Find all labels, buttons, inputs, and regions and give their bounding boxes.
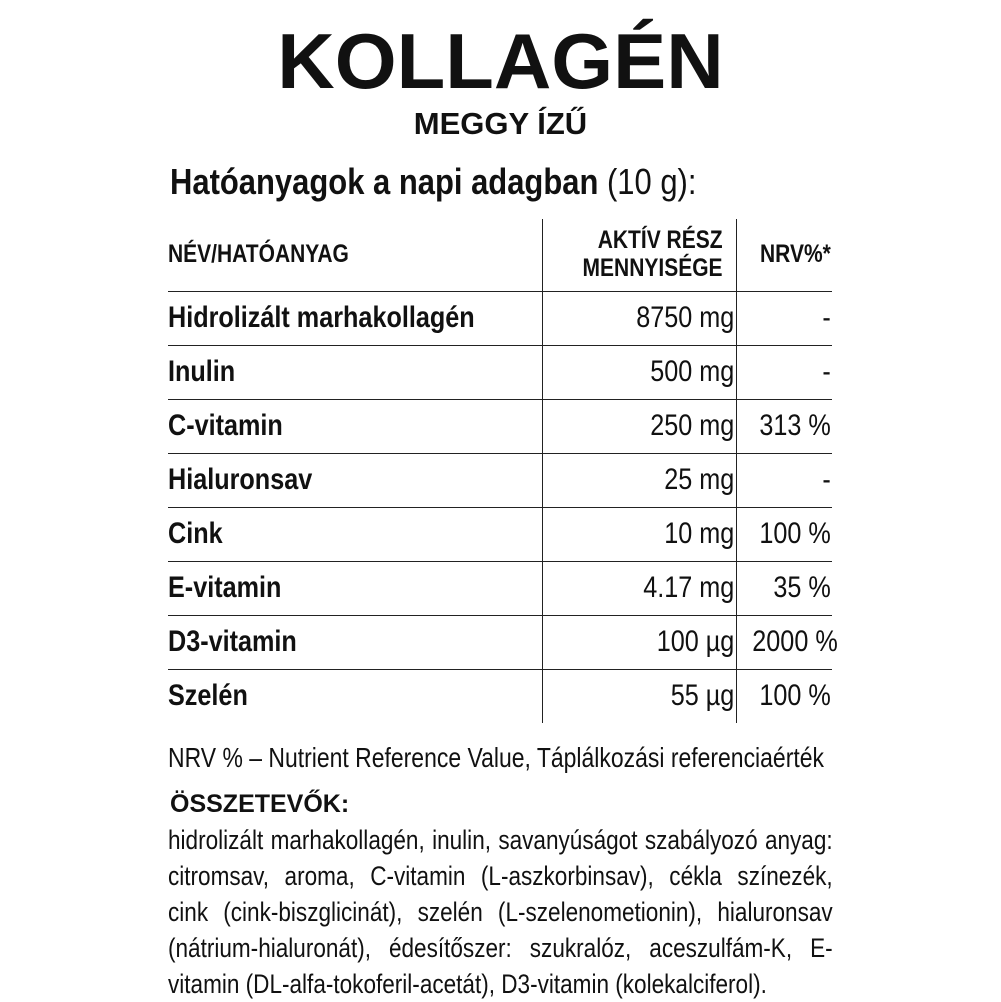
active-ingredients-heading xyxy=(170,160,696,203)
heading-dose-text: (10 g): xyxy=(598,161,697,202)
column-header-name: NÉV/HATÓANYAG xyxy=(168,219,542,291)
table-row xyxy=(168,669,832,723)
table-row xyxy=(168,561,832,615)
ingredient-amount: 55 µg xyxy=(542,669,736,723)
ingredient-nrv: 35 % xyxy=(736,561,832,615)
ingredient-name: Cink xyxy=(168,507,542,561)
amount-header-line2: MENNYISÉGE xyxy=(582,253,723,282)
heading-bold-text: Hatóanyagok a napi adagban xyxy=(170,161,599,202)
table-row xyxy=(168,345,832,399)
table-row xyxy=(168,453,832,507)
product-subtitle: MEGGY ÍZŰ xyxy=(413,106,588,141)
ingredient-nrv: 100 % xyxy=(736,507,832,561)
ingredient-name: E-vitamin xyxy=(168,561,542,615)
nutrition-table xyxy=(168,219,838,723)
ingredient-nrv: 100 % xyxy=(758,679,831,713)
ingredient-name: D3-vitamin xyxy=(168,615,542,669)
ingredient-amount: 250 mg xyxy=(542,399,736,453)
ingredient-name: Inulin xyxy=(168,345,542,399)
ingredient-nrv: 313 % xyxy=(736,399,832,453)
ingredient-amount: 8750 mg xyxy=(542,291,736,345)
nrv-footnote: NRV % – Nutrient Reference Value, Táplálkozási referenciaérték xyxy=(168,742,824,773)
ingredients-title: ÖSSZETEVŐK: xyxy=(170,790,350,818)
column-header-nrv: NRV%* xyxy=(736,219,832,291)
ingredient-name: C-vitamin xyxy=(168,399,542,453)
table-header-row xyxy=(168,219,832,291)
ingredient-nrv: - xyxy=(736,291,832,345)
amount-header-line1: AKTÍV RÉSZ xyxy=(597,226,723,255)
ingredient-amount: 4.17 mg xyxy=(542,561,736,615)
ingredient-amount: 100 µg xyxy=(542,615,736,669)
ingredient-name: Szelén xyxy=(168,679,248,713)
ingredients-text: hidrolizált marhakollagén, inulin, savanyúságot szabályozó anyag: citromsav, aroma, C-vitamin (L-aszkorbinsav), cékla színezék, cink (cink-biszglicinát), szelén (L-szelenometionin), hialuronsav (nátrium-hialuronát), édesítőszer: szukralóz, aceszulfám-K, E-vitamin (DL-alfa-tokoferil-acetát), D3-vitamin (kolekalciferol). xyxy=(168,825,833,999)
ingredient-nrv: - xyxy=(736,345,832,399)
ingredient-amount: 25 mg xyxy=(542,453,736,507)
table-row xyxy=(168,507,832,561)
table-row xyxy=(168,291,832,345)
ingredient-nrv: - xyxy=(736,453,832,507)
ingredient-amount: 10 mg xyxy=(542,507,736,561)
table-row xyxy=(168,615,832,669)
table-row xyxy=(168,399,832,453)
ingredient-amount: 500 mg xyxy=(542,345,736,399)
column-header-amount xyxy=(542,219,736,291)
ingredient-nrv: 2000 % xyxy=(736,615,832,669)
product-title: KOLLAGÉN xyxy=(277,17,724,105)
ingredient-name: Hialuronsav xyxy=(168,453,542,507)
ingredient-name: Hidrolizált marhakollagén xyxy=(168,291,542,345)
